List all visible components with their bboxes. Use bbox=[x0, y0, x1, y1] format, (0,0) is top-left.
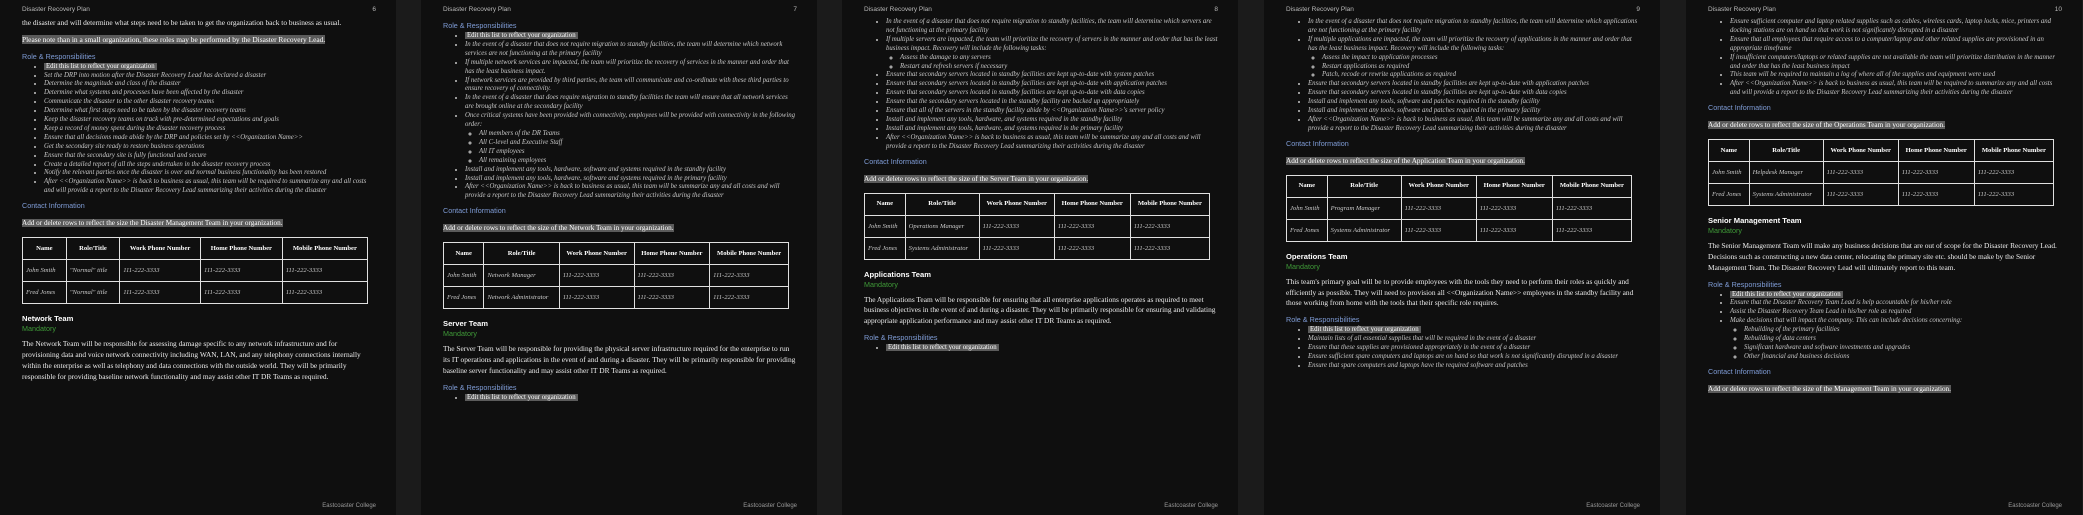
contact-table bbox=[443, 242, 789, 309]
table-cell: 111-222-3333 bbox=[1130, 215, 1209, 237]
header-cell: Home Phone Number bbox=[1898, 140, 1974, 162]
roles-heading: Role & Responsibilities bbox=[443, 382, 517, 392]
mandatory-label: Mandatory bbox=[864, 279, 898, 289]
table-cell: 111-222-3333 bbox=[559, 265, 634, 287]
table-cell: 111-222-3333 bbox=[634, 287, 710, 309]
team-heading: Server Team bbox=[443, 319, 489, 329]
list-item: • If multiple servers are impacted, the team will prioritize the recovery of servers in the manner and order that has the least business impact. Recovery will include the following tasks: ◦ Assess the damage to any servers ◦ Restart and refresh servers if necessary bbox=[886, 36, 1218, 72]
sub-list-item: ◦ Restart applications as required bbox=[1322, 63, 1640, 72]
page-number: 6 bbox=[372, 6, 376, 13]
table-cell: Systems Administrator bbox=[1327, 219, 1401, 241]
sub-list-item: ◦ Restart and refresh servers if necessary bbox=[900, 63, 1218, 72]
header-title: Disaster Recovery Plan bbox=[22, 6, 90, 13]
table-cell: 111-222-3333 bbox=[979, 215, 1054, 237]
table-cell: "Normal" title bbox=[66, 260, 119, 282]
contact-note: Add or delete rows to reflect the size of the Operations Team in your organization. bbox=[1708, 121, 1945, 130]
header-cell: Work Phone Number bbox=[979, 193, 1054, 215]
header-cell: Home Phone Number bbox=[201, 238, 283, 260]
list-item: • Ensure that secondary servers located in standby facilities are kept up-to-date with application patches bbox=[1308, 80, 1640, 89]
roles-list bbox=[1708, 18, 2062, 98]
team-heading: Operations Team bbox=[1286, 251, 1348, 261]
list-item: • After <<Organization Name>> is back to business as usual, this team will be summarize any and all costs and will provide a report to the Disaster Recovery Lead summarizing their activities during the disaster bbox=[886, 134, 1218, 152]
page-header bbox=[1708, 6, 2062, 17]
list-item: • Determine what first steps need to be taken by the disaster recovery teams bbox=[44, 107, 376, 116]
document-page-10 bbox=[1686, 0, 2082, 515]
contact-heading: Contact Information bbox=[1708, 103, 1771, 113]
table-row bbox=[1709, 162, 2054, 184]
list-item: • In the event of a disaster that does require migration to standby facilities the team will ensure that all network services are brought online at the secondary facility bbox=[465, 94, 797, 112]
table-cell: 111-222-3333 bbox=[1898, 184, 1974, 206]
list-item: • This team will be required to maintain a log of where all of the supplies and equipment were used bbox=[1730, 71, 2062, 80]
table-row bbox=[1709, 184, 2054, 206]
page-footer: Eastcoaster College bbox=[322, 503, 376, 509]
table-cell: 111-222-3333 bbox=[1552, 219, 1631, 241]
table-header-row bbox=[23, 238, 368, 260]
mandatory-label: Mandatory bbox=[1286, 261, 1320, 271]
header-cell: Role/Title bbox=[905, 193, 979, 215]
list-item: • Determine what systems and processes have been affected by the disaster bbox=[44, 89, 376, 98]
header-cell: Home Phone Number bbox=[1476, 175, 1552, 197]
table-cell: 111-222-3333 bbox=[1898, 162, 1974, 184]
page-number: 9 bbox=[1636, 6, 1640, 13]
list-item: • Maintain lists of all essential supplies that will be required in the event of a disaster bbox=[1308, 335, 1640, 344]
list-item: • After <<Organization Name>> is back to business as usual, this team will be required to summarize any and all costs and will provide a report to the Disaster Recovery Lead summarizing their activities during the disaster bbox=[1730, 80, 2062, 98]
table-cell: Helpdesk Manager bbox=[1749, 162, 1823, 184]
team-heading: Applications Team bbox=[864, 269, 931, 279]
header-cell: Name bbox=[865, 193, 906, 215]
list-item: • After <<Organization Name>> is back to business as usual, this team will be summarize any and all costs and will provide a report to the Disaster Recovery Lead summarizing their activities during the disaster bbox=[465, 183, 797, 201]
table-cell: 111-222-3333 bbox=[282, 282, 367, 304]
roles-heading: Role & Responsibilities bbox=[864, 332, 938, 342]
table-cell: 111-222-3333 bbox=[979, 237, 1054, 259]
table-cell: John Smith bbox=[1287, 197, 1328, 219]
contact-note: Add or delete rows to reflect the size of the Server Team in your organization. bbox=[864, 174, 1089, 183]
table-cell: 111-222-3333 bbox=[1054, 215, 1130, 237]
document-page-7 bbox=[421, 0, 817, 515]
list-item: • Keep the disaster recovery teams on track with pre-determined expectations and goals bbox=[44, 116, 376, 125]
roles-list bbox=[443, 32, 797, 201]
table-row bbox=[1287, 219, 1632, 241]
table-row bbox=[23, 260, 368, 282]
header-cell: Role/Title bbox=[1327, 175, 1401, 197]
team-heading: Network Team bbox=[22, 314, 74, 324]
table-cell: Operations Manager bbox=[905, 215, 979, 237]
list-item: • Ensure that all employees that require access to a computer/laptop and other related supplies are provisioned in an appropriate timeframe bbox=[1730, 36, 2062, 54]
table-row bbox=[865, 237, 1210, 259]
page-number: 8 bbox=[1214, 6, 1218, 13]
table-row bbox=[444, 265, 789, 287]
list-item: • Ensure that all of the servers in the standby facility abide by <<Organization Name>>'s server policy bbox=[886, 107, 1218, 116]
page-footer: Eastcoaster College bbox=[1164, 503, 1218, 509]
list-item: • Get the secondary site ready to restore business operations bbox=[44, 143, 376, 152]
table-cell: 111-222-3333 bbox=[201, 282, 283, 304]
header-cell: Work Phone Number bbox=[120, 238, 201, 260]
roles-heading: Role & Responsibilities bbox=[1286, 315, 1360, 325]
list-item: • Assist the Disaster Recovery Team Lead in his/her role as required bbox=[1730, 308, 2062, 317]
document-page-9 bbox=[1264, 0, 1660, 515]
note-paragraph: Please note than in a small organization, these roles may be performed by the Disaster Recovery Lead. bbox=[22, 34, 326, 44]
table-cell: Fred Jones bbox=[1287, 219, 1328, 241]
contact-note: Add or delete rows to reflect the size of the Management Team in your organization. bbox=[1708, 384, 1951, 393]
list-item: • Install and implement any tools, hardware, and systems required in the standby facility bbox=[886, 116, 1218, 125]
contact-note: Add or delete rows to reflect the size the Disaster Management Team in your organization. bbox=[22, 219, 283, 228]
page-header bbox=[1286, 6, 1640, 17]
header-cell: Role/Title bbox=[66, 238, 119, 260]
roles-heading: Role & Responsibilities bbox=[1708, 279, 1782, 289]
table-cell: 111-222-3333 bbox=[120, 282, 201, 304]
header-cell: Mobile Phone Number bbox=[282, 238, 367, 260]
page-number: 7 bbox=[793, 6, 797, 13]
table-header-row bbox=[444, 243, 789, 265]
contact-heading: Contact Information bbox=[443, 206, 506, 216]
header-cell: Mobile Phone Number bbox=[1974, 140, 2053, 162]
table-cell: 111-222-3333 bbox=[1130, 237, 1209, 259]
table-cell: "Normal" title bbox=[66, 282, 119, 304]
mandatory-label: Mandatory bbox=[443, 329, 477, 339]
header-cell: Role/Title bbox=[484, 243, 559, 265]
page-header bbox=[22, 6, 376, 17]
table-cell: Fred Jones bbox=[444, 287, 484, 309]
list-item: • If network services are provided by third parties, the team will communicate and co-ordinate with these third parties to ensure recovery of connectivity. bbox=[465, 77, 797, 95]
list-item: • Edit this list to reflect your organization bbox=[44, 63, 376, 72]
header-cell: Name bbox=[1287, 175, 1328, 197]
list-item: • Install and implement any tools, hardware, software and systems required in the standby facility bbox=[465, 166, 797, 175]
table-cell: 111-222-3333 bbox=[1552, 197, 1631, 219]
table-header-row bbox=[1709, 140, 2054, 162]
contact-table bbox=[22, 237, 368, 304]
list-item: • Edit this list to reflect your organization bbox=[465, 394, 797, 403]
table-cell: 111-222-3333 bbox=[1476, 197, 1552, 219]
table-cell: John Smith bbox=[865, 215, 906, 237]
page-number: 10 bbox=[2054, 6, 2062, 13]
header-cell: Name bbox=[444, 243, 484, 265]
table-cell: 111-222-3333 bbox=[710, 265, 789, 287]
roles-list bbox=[1286, 18, 1640, 134]
table-cell: Fred Jones bbox=[865, 237, 906, 259]
sub-list-item: ◦ All C-level and Executive Staff bbox=[479, 139, 797, 148]
table-cell: 111-222-3333 bbox=[1823, 162, 1898, 184]
roles-list bbox=[1286, 326, 1640, 371]
contact-table bbox=[864, 193, 1210, 260]
table-cell: 111-222-3333 bbox=[201, 260, 283, 282]
list-item: • If multiple network services are impacted, the team will prioritize the recovery of services in the manner and order that has the least business impact. bbox=[465, 59, 797, 77]
sub-list-item: ◦ All members of the DR Teams bbox=[479, 130, 797, 139]
table-cell: 111-222-3333 bbox=[1823, 184, 1898, 206]
list-item: • If multiple applications are impacted, the team will prioritize the recovery of applications in the manner and order that has the least business impact. Recovery will include the following tasks: ◦ Assess the impact to application processes ◦ Restart applications as required ◦ Patch, recode or rewrite applications as required bbox=[1308, 36, 1640, 81]
list-item: • Edit this list to reflect your organization bbox=[886, 344, 1218, 353]
table-row bbox=[23, 282, 368, 304]
header-cell: Home Phone Number bbox=[1054, 193, 1130, 215]
list-item: • After <<Organization Name>> is back to business as usual, this team will be required to summarize any and all costs and will provide a report to the Disaster Recovery Lead summarizing their activities during the disaster bbox=[44, 178, 376, 196]
table-cell: 111-222-3333 bbox=[282, 260, 367, 282]
contact-table bbox=[1286, 175, 1632, 242]
list-item: • In the event of a disaster that does not require migration to standby facilities, the team will determine which applications are not functioning at the primary facility bbox=[1308, 18, 1640, 36]
list-item: • Install and implement any tools, software and patches required in the primary facility bbox=[1308, 107, 1640, 116]
header-cell: Home Phone Number bbox=[634, 243, 710, 265]
table-cell: Systems Administrator bbox=[1749, 184, 1823, 206]
header-cell: Name bbox=[1709, 140, 1750, 162]
list-item: • Ensure sufficient spare computers and laptops are on hand so that work is not significantly disrupted in a disaster bbox=[1308, 353, 1640, 362]
page-header bbox=[864, 6, 1218, 17]
table-cell: 111-222-3333 bbox=[1476, 219, 1552, 241]
contact-table bbox=[1708, 139, 2054, 206]
header-cell: Name bbox=[23, 238, 67, 260]
header-title: Disaster Recovery Plan bbox=[443, 6, 511, 13]
header-title: Disaster Recovery Plan bbox=[1708, 6, 1776, 13]
list-item: • Edit this list to reflect your organization bbox=[1308, 326, 1640, 335]
page-header bbox=[443, 6, 797, 17]
body-paragraph: The Server Team will be responsible for providing the physical server infrastructure required for the enterprise to run its IT operations and applications in the event of and during a disaster. They will be primarily responsible for providing baseline server functionality and may assist other IT DR Teams as required. bbox=[443, 344, 796, 375]
list-item: • Ensure that these supplies are provisioned appropriately in the event of a disaster bbox=[1308, 344, 1640, 353]
page-footer: Eastcoaster College bbox=[2008, 503, 2062, 509]
table-cell: John Smith bbox=[444, 265, 484, 287]
table-cell: 111-222-3333 bbox=[1974, 184, 2053, 206]
table-cell: 111-222-3333 bbox=[120, 260, 201, 282]
list-item: • If insufficient computers/laptops or related supplies are not available the team will prioritize distribution in the manner and order that has the least business impact bbox=[1730, 54, 2062, 72]
sub-list-item: ◦ Rebuilding of data centers bbox=[1744, 335, 2062, 344]
list-item: • Ensure that spare computers and laptops have the required software and patches bbox=[1308, 362, 1640, 371]
list-item: • Install and implement any tools, hardware, and systems required in the primary facility bbox=[886, 125, 1218, 134]
header-cell: Mobile Phone Number bbox=[1130, 193, 1209, 215]
sub-list bbox=[1308, 54, 1640, 81]
table-cell: 111-222-3333 bbox=[634, 265, 710, 287]
list-item: • Edit this list to reflect your organization bbox=[1730, 291, 2062, 300]
list-item: • Create a detailed report of all the steps undertaken in the disaster recovery process bbox=[44, 161, 376, 170]
page-footer: Eastcoaster College bbox=[1586, 503, 1640, 509]
list-item: • Ensure that secondary servers located in standby facilities are kept up-to-date with system patches bbox=[886, 71, 1218, 80]
list-item: • Ensure that secondary servers located in standby facilities are kept up-to-date with data copies bbox=[1308, 89, 1640, 98]
sub-list-item: ◦ Other financial and business decisions bbox=[1744, 353, 2062, 362]
table-cell: 111-222-3333 bbox=[1401, 197, 1476, 219]
sub-list-item: ◦ All IT employees bbox=[479, 148, 797, 157]
contact-heading: Contact Information bbox=[1708, 366, 1771, 376]
list-item: • Once critical systems have been provided with connectivity, employees will be provided with connectivity in the following order: ◦ All members of the DR Teams ◦ All C-level and Executive Staff ◦ All IT employees ◦ All remaining employees bbox=[465, 112, 797, 165]
table-row bbox=[1287, 197, 1632, 219]
sub-list-item: ◦ Assess the damage to any servers bbox=[900, 54, 1218, 63]
roles-list bbox=[864, 344, 1218, 353]
roles-list bbox=[1708, 291, 2062, 362]
sub-list bbox=[465, 130, 797, 166]
list-item: • Ensure sufficient computer and laptop related supplies such as cables, wireless cards, laptop locks, mice, printers and docking stations are on hand so that work is not significantly disrupted in a disaster bbox=[1730, 18, 2062, 36]
list-item: • Communicate the disaster to the other disaster recovery teams bbox=[44, 98, 376, 107]
table-cell: 111-222-3333 bbox=[710, 287, 789, 309]
roles-list bbox=[864, 18, 1218, 152]
list-item: • After <<Organization Name>> is back to business as usual, this team will be summarize any and all costs and will provide a report to the Disaster Recovery Lead summarizing their activities during the disaster bbox=[1308, 116, 1640, 134]
list-item: • Ensure that the secondary servers located in the standby facility are backed up appropriately bbox=[886, 98, 1218, 107]
contact-note: Add or delete rows to reflect the size of the Application Team in your organization. bbox=[1286, 156, 1525, 165]
table-row bbox=[865, 215, 1210, 237]
list-item: • Make decisions that will impact the company. This can include decisions concerning: ◦ Rebuilding of the primary facilities ◦ Rebuilding of data centers ◦ Significant hardware and software investments and upgrades ◦ Other financial and business decisions bbox=[1730, 317, 2062, 362]
sub-list bbox=[1730, 326, 2062, 362]
list-item: • Install and implement any tools, hardware, software and systems required in the primary facility bbox=[465, 175, 797, 184]
header-cell: Work Phone Number bbox=[1401, 175, 1476, 197]
list-item: • Determine the magnitude and class of the disaster bbox=[44, 80, 376, 89]
list-item: • In the event of a disaster that does not require migration to standby facilities, the team will determine which servers are not functioning at the primary facility bbox=[886, 18, 1218, 36]
contact-heading: Contact Information bbox=[864, 156, 927, 166]
contact-heading: Contact Information bbox=[1286, 138, 1349, 148]
header-title: Disaster Recovery Plan bbox=[1286, 6, 1354, 13]
list-item: • Notify the relevant parties once the disaster is over and normal business functionality has been restored bbox=[44, 169, 376, 178]
header-cell: Role/Title bbox=[1749, 140, 1823, 162]
table-cell: Fred Jones bbox=[23, 282, 67, 304]
table-row bbox=[444, 287, 789, 309]
table-cell: 111-222-3333 bbox=[559, 287, 634, 309]
body-paragraph: The Senior Management Team will make any business decisions that are out of scope for the Disaster Recovery Lead. Decisions such as constructing a new data center, relocating the primary site etc. should be make by the Senior Management Team. The Disaster Recovery Lead will ultimately report to this team. bbox=[1708, 241, 2057, 272]
table-header-row bbox=[865, 193, 1210, 215]
sub-list-item: ◦ Assess the impact to application processes bbox=[1322, 54, 1640, 63]
body-paragraph: The Network Team will be responsible for assessing damage specific to any network infrastructure and for provisioning data and voice network connectivity including WAN, LAN, and any telephony connections internally within the enterprise as well as telephony and data connections with the outside world. They will be primarily responsible for providing baseline network functionality and may assist other IT DR Teams as required. bbox=[22, 339, 361, 381]
list-item: • Ensure that the Disaster Recovery Team Lead is help accountable for his/her role bbox=[1730, 299, 2062, 308]
list-item: • Edit this list to reflect your organization bbox=[465, 32, 797, 41]
sub-list-item: ◦ Significant hardware and software investments and upgrades bbox=[1744, 344, 2062, 353]
list-item: • Set the DRP into motion after the Disaster Recovery Lead has declared a disaster bbox=[44, 72, 376, 81]
roles-list bbox=[443, 394, 797, 403]
body-paragraph: The Applications Team will be responsible for ensuring that all enterprise applications operates as required to meet business objectives in the event of and during a disaster. They will be primarily responsible for ensuring and validating appropriate application performance and may assist other IT DR Teams as required. bbox=[864, 294, 1216, 326]
table-cell: Fred Jones bbox=[1709, 184, 1750, 206]
list-item: • Ensure that secondary servers located in standby facilities are kept up-to-date with data copies bbox=[886, 89, 1218, 98]
table-cell: 111-222-3333 bbox=[1974, 162, 2053, 184]
contact-note: Add or delete rows to reflect the size of the Network Team in your organization. bbox=[443, 224, 674, 233]
sub-list-item: ◦ Rebuilding of the primary facilities bbox=[1744, 326, 2062, 335]
sub-list-item: ◦ All remaining employees bbox=[479, 157, 797, 166]
table-cell: 111-222-3333 bbox=[1401, 219, 1476, 241]
sub-list bbox=[886, 54, 1218, 72]
roles-heading: Role & Responsibilities bbox=[443, 21, 517, 30]
table-cell: Network Administrator bbox=[484, 287, 559, 309]
header-cell: Mobile Phone Number bbox=[710, 243, 789, 265]
header-cell: Mobile Phone Number bbox=[1552, 175, 1631, 197]
list-item: • Keep a record of money spent during the disaster recovery process bbox=[44, 125, 376, 134]
table-cell: John Smith bbox=[1709, 162, 1750, 184]
roles-heading: Role & Responsibilities bbox=[22, 51, 96, 61]
table-header-row bbox=[1287, 175, 1632, 197]
table-cell: Program Manager bbox=[1327, 197, 1401, 219]
mandatory-label: Mandatory bbox=[1708, 226, 1742, 236]
table-cell: 111-222-3333 bbox=[1054, 237, 1130, 259]
body-paragraph: the disaster and will determine what steps need to be taken to get the organization back to business as usual. bbox=[22, 18, 342, 27]
sub-list-item: ◦ Patch, recode or rewrite applications as required bbox=[1322, 71, 1640, 80]
list-item: • Install and implement any tools, software and patches required in the standby facility bbox=[1308, 98, 1640, 107]
header-cell: Work Phone Number bbox=[559, 243, 634, 265]
roles-list bbox=[22, 63, 376, 197]
header-title: Disaster Recovery Plan bbox=[864, 6, 932, 13]
body-paragraph: This team's primary goal will be to provide employees with the tools they need to perform their roles as quickly and efficiently as possible. They will need to provision all <<Organization Name>> employees in the standby facility and those working from home with the tools that their specific role requires. bbox=[1286, 276, 1634, 308]
header-cell: Work Phone Number bbox=[1823, 140, 1898, 162]
table-cell: Network Manager bbox=[484, 265, 559, 287]
document-page-8 bbox=[842, 0, 1238, 515]
mandatory-label: Mandatory bbox=[22, 324, 56, 334]
table-cell: John Smith bbox=[23, 260, 67, 282]
team-heading: Senior Management Team bbox=[1708, 216, 1802, 226]
document-page-6 bbox=[0, 0, 396, 515]
contact-heading: Contact Information bbox=[22, 201, 85, 211]
table-cell: Systems Administrator bbox=[905, 237, 979, 259]
page-footer: Eastcoaster College bbox=[743, 503, 797, 509]
list-item: • Ensure that the secondary site is fully functional and secure bbox=[44, 152, 376, 161]
list-item: • In the event of a disaster that does not require migration to standby facilities, the team will determine which network services are not functioning at the primary facility bbox=[465, 41, 797, 59]
list-item: • Ensure that secondary servers located in standby facilities are kept up-to-date with application patches bbox=[886, 80, 1218, 89]
list-item: • Ensure that all decisions made abide by the DRP and policies set by <<Organization Name>> bbox=[44, 134, 376, 143]
